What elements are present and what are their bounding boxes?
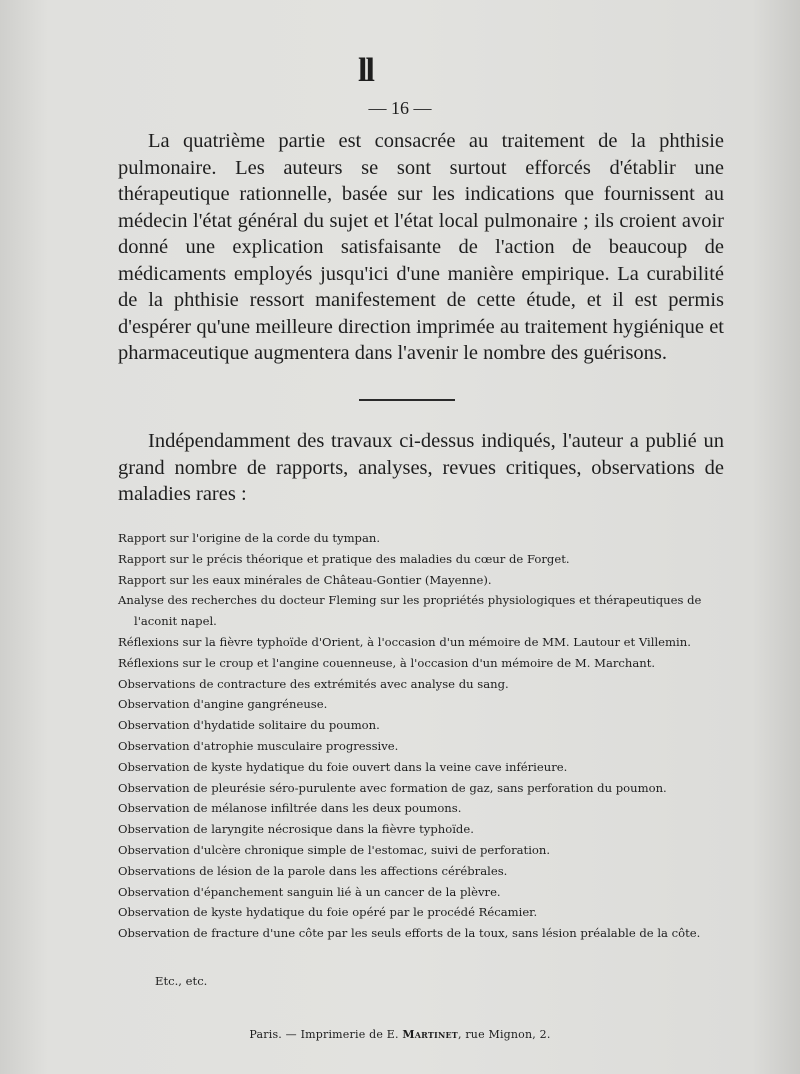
reference-item: Observation de fracture d'une côte par les seuls efforts de la toux, sans lésion préalable de la côte. [118,926,701,941]
reference-item: Observation d'atrophie musculaire progressive. [118,738,399,753]
footer-suffix: , rue Mignon, 2. [457,1028,551,1041]
page-number: — 16 — [368,98,432,118]
reference-item: Observation d'hydatide solitaire du poumon. [118,718,380,733]
reference-item: Analyse des recherches du docteur Fleming sur les propriétés physiologiques et thérapeutiques de l'aconit napel. [118,593,702,629]
paragraph-treatment: La quatrième partie est consacrée au traitement de la phthisie pulmonaire. Les auteurs se sont surtout efforcés d'établir une thérapeutique rationnelle, basée sur les indications que fournissent au médecin l'état général du sujet et l'état local pulmonaire ; ils croient avoir donné une explication satisfaisante de l'action de beaucoup de médicaments employés jusqu'ici d'une manière empirique. La curabilité de la phthisie ressort manifestement de cette étude, et il est permis d'espérer qu'une meilleure direction imprimée au traitement hygiénique et pharmaceutique augmentera dans l'avenir le nombre des guérisons. [118,130,724,364]
paragraph-publications: Indépendamment des travaux ci-dessus indiqués, l'auteur a publié un grand nombre de rapports, analyses, revues critiques, observations de maladies rares : [118,430,724,505]
reference-list [118,528,718,944]
reference-item: Observation d'épanchement sanguin lié à un cancer de la plèvre. [118,884,501,899]
reference-item: Rapport sur le précis théorique et pratique des maladies du cœur de Forget. [118,551,570,566]
reference-item: Réflexions sur la fièvre typhoïde d'Orient, à l'occasion d'un mémoire de MM. Lautour et Villemin. [118,634,691,649]
reference-item: Observation de kyste hydatique du foie ouvert dans la veine cave inférieure. [118,759,568,774]
footer-prefix: Paris. — Imprimerie de E. [249,1028,403,1041]
margin-mark: ll [358,52,373,89]
reference-item: Observation de pleurésie séro-purulente avec formation de gaz, sans perforation du poumon. [118,780,667,795]
reference-item: Observation d'ulcère chronique simple de l'estomac, suivi de perforation. [118,842,551,857]
section-divider [359,399,455,401]
reference-item: Réflexions sur le croup et l'angine couenneuse, à l'occasion d'un mémoire de M. Marchant. [118,655,656,670]
reference-item: Rapport sur les eaux minérales de Château-Gontier (Mayenne). [118,572,492,587]
footer-printer-name: Martinet [402,1028,458,1041]
reference-item: Observation d'angine gangréneuse. [118,697,328,712]
reference-item: Observation de kyste hydatique du foie opéré par le procédé Récamier. [118,905,538,920]
printer-footer [0,1028,800,1041]
reference-item: Rapport sur l'origine de la corde du tympan. [118,531,381,545]
reference-item: Observations de lésion de la parole dans les affections cérébrales. [118,863,508,878]
reference-item: Observations de contracture des extrémités avec analyse du sang. [118,676,509,691]
etc-line: Etc., etc. [155,974,208,988]
reference-item: Observation de laryngite nécrosique dans la fièvre typhoïde. [118,822,474,837]
reference-item: Observation de mélanose infiltrée dans les deux poumons. [118,801,462,816]
